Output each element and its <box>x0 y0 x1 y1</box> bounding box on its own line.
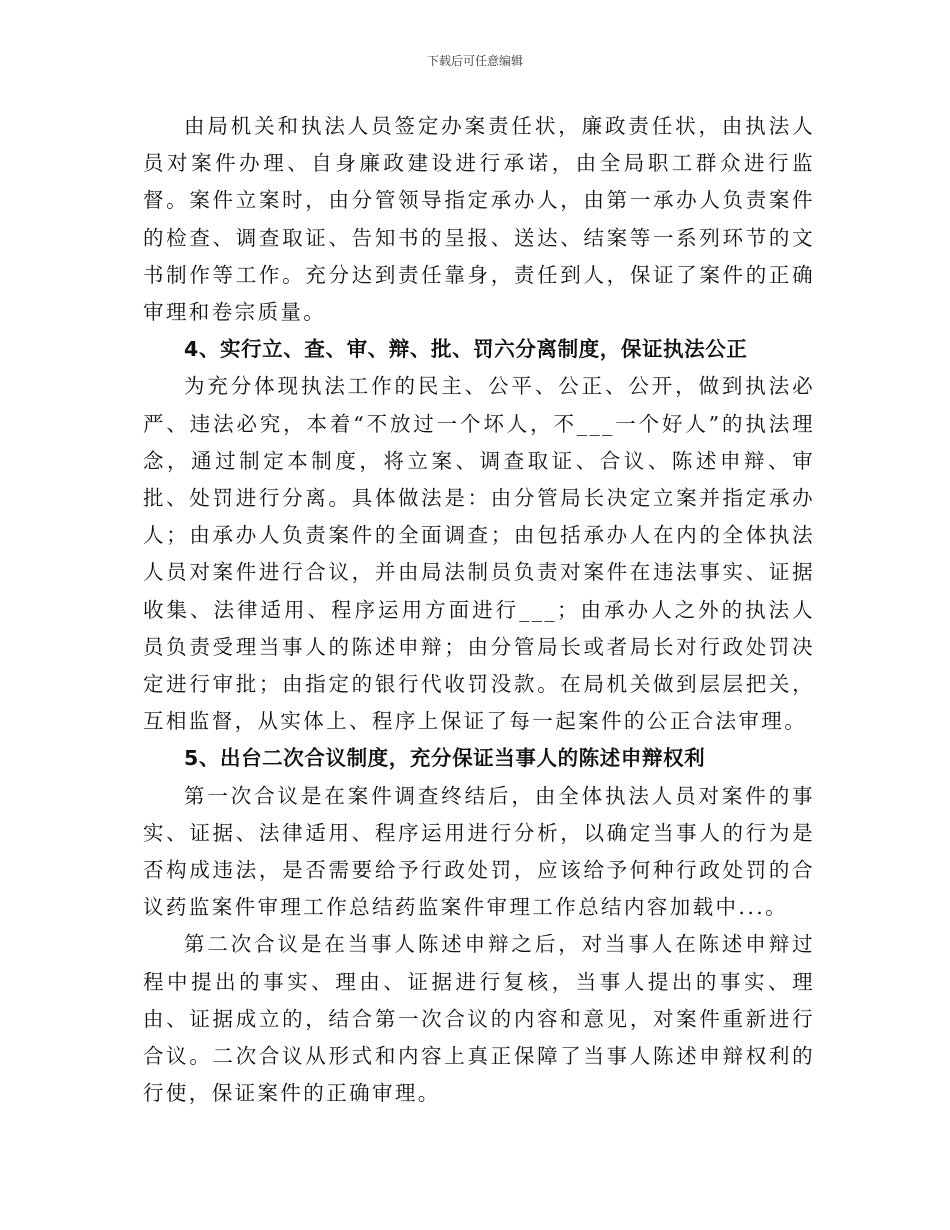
document-body <box>143 108 815 1112</box>
paragraph-responsibility: 由局机关和执法人员签定办案责任状，廉政责任状，由执法人员对案件办理、自身廉政建设进行承诺，由全局职工群众进行监督。案件立案时，由分管领导指定承办人，由第一承办人负责案件的检查、调查取证、告知书的呈报、送达、结案等一系列环节的文书制作等工作。充分达到责任靠身，责任到人，保证了案件的正确审理和卷宗质量。 <box>143 114 815 325</box>
paragraph-first-deliberation: 第一次合议是在案件调查终结后，由全体执法人员对案件的事实、证据、法律适用、程序运用进行分析，以确定当事人的行为是否构成违法，是否需要给予行政处罚，应该给予何种行政处罚的合议药监案件审理工作总结药监案件审理工作总结内容加载中...。 <box>143 783 815 920</box>
page-header: 下载后可任意编辑 <box>426 54 523 68</box>
section-heading-4: 4、实行立、查、审、辩、批、罚六分离制度，保证执法公正 <box>184 337 748 362</box>
paragraph-separation-system: 为充分体现执法工作的民主、公平、公正、公开，做到执法必严、违法必究，本着“不放过一个坏人，不___一个好人”的执法理念，通过制定本制度，将立案、调查取证、合议、陈述申辩、审批、处罚进行分离。具体做法是：由分管局长决定立案并指定承办人；由承办人负责案件的全面调查；由包括承办人在内的全体执法人员对案件进行合议，并由局法制员负责对案件在违法事实、证据收集、法律适用、程序运用方面进行___；由承办人之外的执法人员负责受理当事人的陈述申辩；由分管局长或者局长对行政处罚决定进行审批；由指定的银行代收罚没款。在局机关做到层层把关，互相监督，从实体上、程序上保证了每一起案件的公正合法审理。 <box>143 374 815 734</box>
section-heading-5: 5、出台二次合议制度，充分保证当事人的陈述申辩权利 <box>184 746 706 771</box>
paragraph-second-deliberation: 第二次合议是在当事人陈述申辩之后，对当事人在陈述申辩过程中提出的事实、理由、证据进行复核，当事人提出的事实、理由、证据成立的，结合第一次合议的内容和意见，对案件重新进行合议。二次合议从形式和内容上真正保障了当事人陈述申辩权利的行使，保证案件的正确审理。 <box>143 932 815 1106</box>
